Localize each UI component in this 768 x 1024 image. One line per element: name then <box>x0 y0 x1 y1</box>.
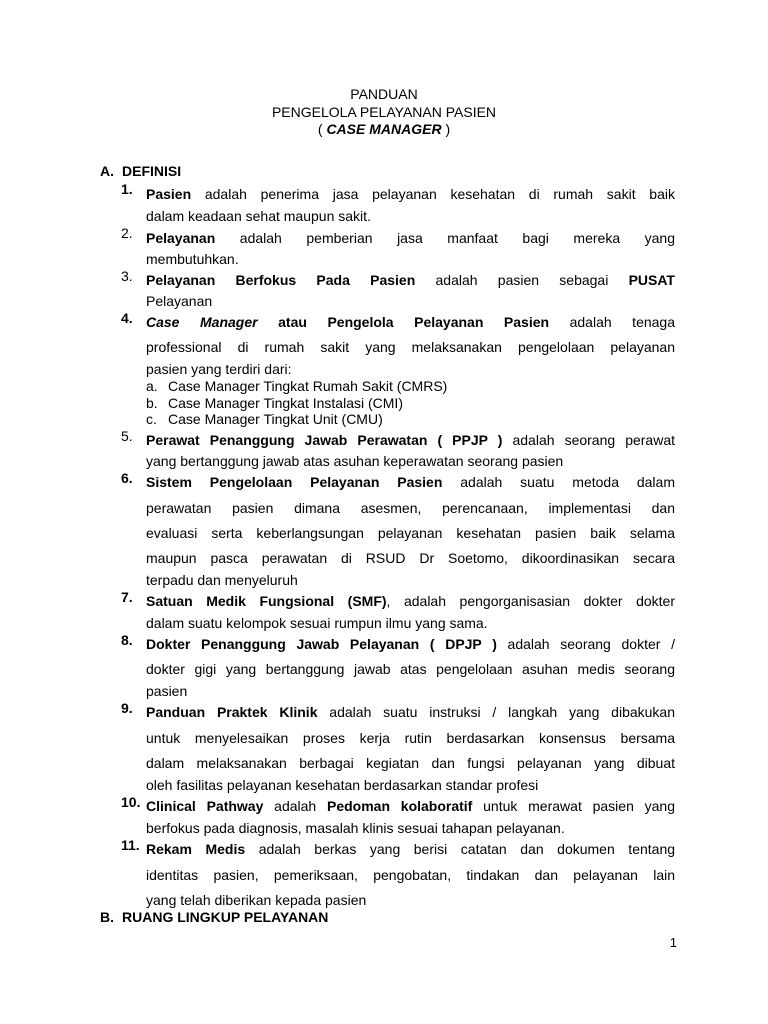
item-number: 3. <box>121 268 133 284</box>
item-number: 10. <box>121 793 141 810</box>
list-item: 1. Pasien adalah penerima jasa pelayanan kesehatan di rumah sakit baik dalam keadaan sehat maupun sakit. <box>121 181 675 224</box>
list-item: 8. Dokter Penanggung Jawab Pelayanan ( DPJP ) adalah seorang dokter / dokter gigi yang bertanggung jawab atas pengelolaan asuhan medis seorang pasien <box>121 631 675 699</box>
doc-title-line1: PANDUAN <box>350 86 418 102</box>
list-item: 4. Case Manager atau Pengelola Pelayanan Pasien adalah tenaga professional di rumah sakit yang melaksanakan pengelolaan pelayanan pasien yang terdiri dari: a. Case Manager Tingkat Rumah Sakit (CMRS) b. Case Manager Tingkat Instalasi (CMI) c. Case Manager Tingkat Unit (CMU) <box>121 310 675 427</box>
sub-list-item: c. Case Manager Tingkat Unit (CMU) <box>146 411 383 427</box>
list-item: 2. Pelayanan adalah pemberian jasa manfaat bagi mereka yang membutuhkan. <box>121 225 675 267</box>
list-item: 11. Rekam Medis adalah berkas yang berisi catatan dan dokumen tentang identitas pasien, pemeriksaan, pengobatan, tindakan dan pelayanan lain yang telah diberikan kepada pasien <box>121 837 675 913</box>
page-number: 1 <box>669 935 677 950</box>
list-item: 3. Pelayanan Berfokus Pada Pasien adalah pasien sebagai PUSAT Pelayanan <box>121 268 675 309</box>
list-item: 7. Satuan Medik Fungsional (SMF), adalah pengorganisasian dokter dokter dalam suatu kelompok sesuai rumpun ilmu yang sama. <box>121 588 675 631</box>
item-number: 2. <box>121 225 133 241</box>
sub-list-item: b. Case Manager Tingkat Instalasi (CMI) <box>146 394 403 411</box>
definition-list <box>121 171 675 913</box>
sub-list-item: a. Case Manager Tingkat Rumah Sakit (CMRS) <box>146 378 448 394</box>
item-number: 9. <box>121 699 133 716</box>
list-item: 9. Panduan Praktek Klinik adalah suatu instruksi / langkah yang dibakukan untuk menyelesaikan proses kerja rutin berdasarkan konsensus bersama dalam melaksanakan berbagai kegiatan dan fungsi pelayanan yang dibuat oleh fasilitas pelayanan kesehatan berdasarkan standar profesi <box>121 699 676 793</box>
item-number: 1. <box>121 181 133 197</box>
case-manager-emphasis: CASE MANAGER <box>326 121 442 137</box>
item-number: 8. <box>121 631 133 648</box>
doc-title-line2: PENGELOLA PELAYANAN PASIEN <box>271 104 497 120</box>
item-number: 11. <box>121 836 140 853</box>
list-item: 10. Clinical Pathway adalah Pedoman kolaboratif untuk merawat pasien yang berfokus pada diagnosis, masalah klinis sesuai tahapan pelayanan. <box>121 793 676 836</box>
list-item: 6. Sistem Pengelolaan Pelayanan Pasien adalah suatu metoda dalam perawatan pasien dimana asesmen, perencanaan, implementasi dan evaluasi serta keberlangsungan pelayanan kesehatan pasien baik selama maupun pasca perawatan di RSUD Dr Soetomo, dikoordinasikan secara terpadu dan menyeluruh <box>121 469 675 588</box>
section-b-heading: B. RUANG LINGKUP PELAYANAN <box>100 909 329 925</box>
doc-title-line3: ( CASE MANAGER ) <box>317 121 451 137</box>
section-a-heading: A. DEFINISI <box>100 163 182 179</box>
list-item: 5. Perawat Penanggung Jawab Perawatan ( PPJP ) adalah seorang perawat yang bertanggung jawab atas asuhan keperawatan seorang pasien <box>121 427 676 469</box>
item-number: 6. <box>121 469 133 486</box>
item-number: 5. <box>121 427 133 444</box>
item-number: 7. <box>121 588 133 605</box>
item-number: 4. <box>121 310 133 326</box>
